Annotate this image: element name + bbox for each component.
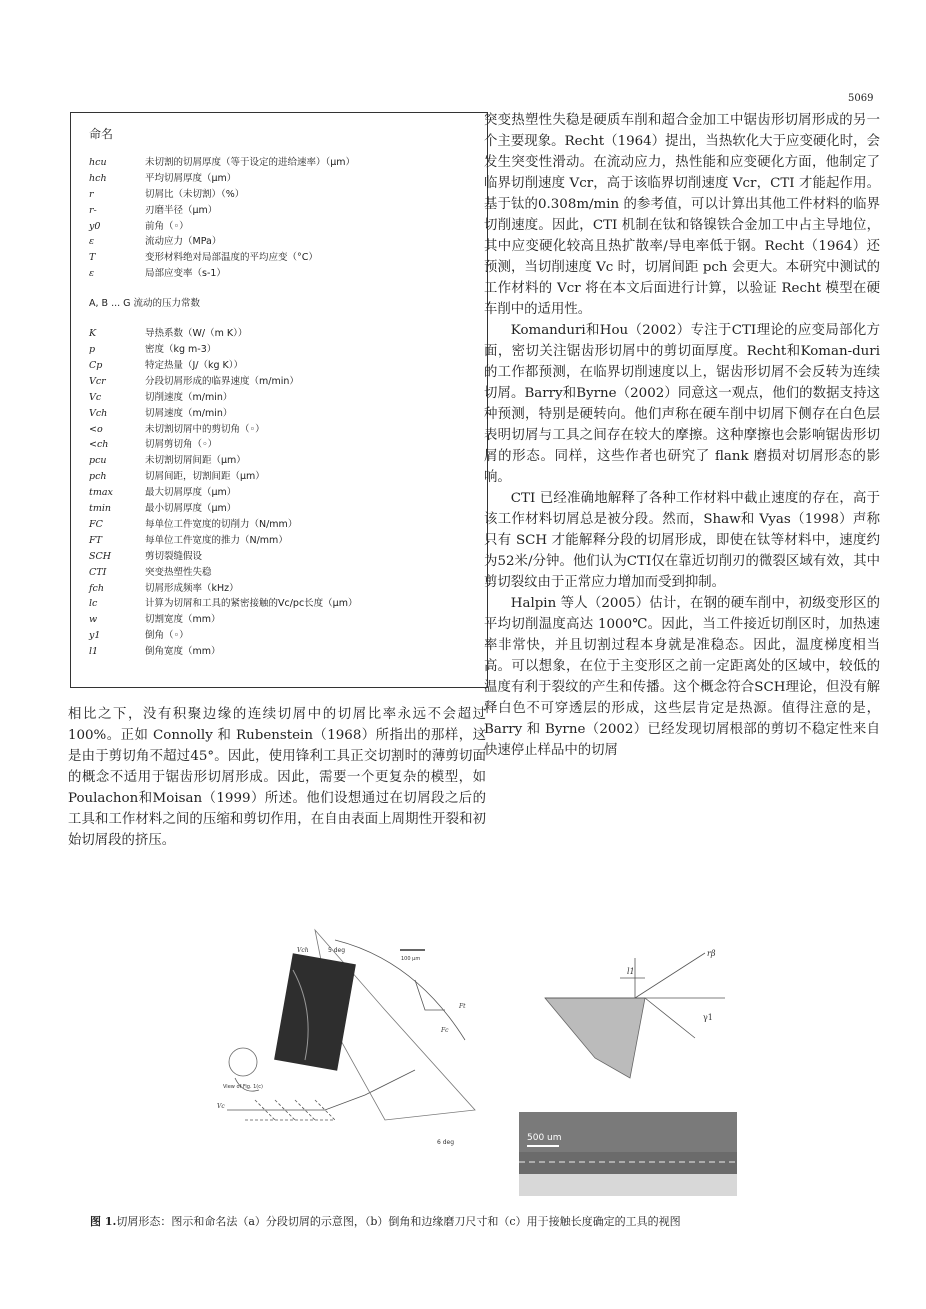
nomenclature-symbol: T <box>89 252 96 264</box>
nomenclature-symbol: y0 <box>89 220 101 232</box>
nomenclature-definition: 切削速度（m/min） <box>145 391 233 403</box>
figure-1c-micrograph <box>519 1112 737 1196</box>
nomenclature-definition: 未切割切屑间距（μm） <box>145 455 246 467</box>
nomenclature-symbol: CTI <box>89 566 107 578</box>
nomenclature-row <box>89 549 487 565</box>
nomenclature-title: 命名 <box>89 127 114 141</box>
nomenclature-row <box>89 266 487 282</box>
nomenclature-symbol: p <box>89 343 96 355</box>
nomenclature-symbol: fch <box>89 582 104 594</box>
nomenclature-symbol: Vch <box>89 407 108 419</box>
nomenclature-symbol: tmin <box>89 503 111 515</box>
nomenclature-definition: 每单位工件宽度的切削力（N/mm） <box>145 518 298 530</box>
nomenclature-row <box>89 612 487 628</box>
vc-label: Vc <box>217 1103 225 1110</box>
nomenclature-definition: 每单位工件宽度的推力（N/mm） <box>145 534 288 546</box>
nomenclature-symbol: <o <box>89 423 103 435</box>
nomenclature-box <box>70 112 488 688</box>
nomenclature-symbol: FC <box>89 518 103 530</box>
nomenclature-constants: A, B ... G 流动的压力常数 <box>89 298 201 310</box>
right-paragraph-4: Halpin 等人（2005）估计，在钢的硬车削中，初级变形区的平均切削温度高达 1000℃。因此，当工件接近切削区时，加热速率非常快，并且切割过程本身就是准稳态。因此，温度梯度相当高。可以想象，在位于主变形区之前一定距离处的区域中，较低的温度有利于裂纹的产生和传播。这个概念符合SCH理论，但没有解释白色不可穿透层的形成，这些层肯定是热源。值得注意的是，Barry 和 Byrne（2002）已经发现切屑根部的剪切不稳定性来自快速停止样品中的切屑 <box>484 596 880 758</box>
nomenclature-row <box>89 437 487 453</box>
nomenclature-row <box>89 342 487 358</box>
nomenclature-row <box>89 469 487 485</box>
nomenclature-row <box>89 234 487 250</box>
nomenclature-row <box>89 406 487 422</box>
nomenclature-row <box>89 187 487 203</box>
gamma1-label: γ1 <box>703 1013 713 1022</box>
nomenclature-symbol: l1 <box>89 646 99 658</box>
rbeta-label: rβ <box>707 949 716 958</box>
nomenclature-definition: 局部应变率（s-1） <box>145 268 226 280</box>
nomenclature-definition: 突变热塑性失稳 <box>145 566 212 578</box>
right-column <box>484 110 880 761</box>
nomenclature-definition: 切屑比（未切割）（%） <box>145 188 245 200</box>
nomenclature-row <box>89 596 487 612</box>
left-paragraph-1: 相比之下，没有积聚边缘的连续切屑中的切屑比率永远不会超过 100%。正如 Connolly 和 Rubenstein（1968）所指出的那样，这是由于剪切角不超过45°。因此，使用锋利工具正交切割时的薄剪切面的概念不适用于锯齿形切屑形成。因此，需要一个更复杂的模型，如Poulachon和Moisan（1999）所述。他们设想通过在切屑段之后的工具和工作材料之间的压缩和剪切作用，在自由表面上周期性开裂和初始切屑段的挤压。 <box>68 707 486 848</box>
nomenclature-symbol: tmax <box>89 487 113 499</box>
left-column <box>68 704 486 851</box>
nomenclature-definition: 分段切屑形成的临界速度（m/min） <box>145 375 299 387</box>
nomenclature-definition: 切屑剪切角（◦） <box>145 439 218 451</box>
nomenclature-group-2 <box>89 326 487 660</box>
nomenclature-row <box>89 501 487 517</box>
nomenclature-row <box>89 171 487 187</box>
nomenclature-row <box>89 581 487 597</box>
nomenclature-row <box>89 219 487 235</box>
figure-1a-schematic <box>215 920 500 1150</box>
nomenclature-definition: 切割宽度（mm） <box>145 614 221 626</box>
nomenclature-row <box>89 374 487 390</box>
nomenclature-definition: 最大切屑厚度（μm） <box>145 487 237 499</box>
nomenclature-symbol: FT <box>89 534 102 546</box>
nomenclature-row <box>89 628 487 644</box>
chip-micrograph <box>274 953 356 1070</box>
nomenclature-definition: 平均切屑厚度（μm） <box>145 172 237 184</box>
fc-label: Fc <box>441 1027 449 1034</box>
nomenclature-row <box>89 155 487 171</box>
nomenclature-row <box>89 422 487 438</box>
nomenclature-definition: 流动应力（MPa） <box>145 236 222 248</box>
right-paragraph-3: CTI 已经准确地解释了各种工作材料中截止速度的存在，高于该工作材料切屑总是被分段。然而，Shaw和 Vyas（1998）声称只有 SCH 才能解释分段的切屑形成，即使在钛等材料中，速度约为52米/分钟。他们认为CTI仅在靠近切削刃的微裂区域有效，其中剪切裂纹由于正常应力增加而受到抑制。 <box>484 491 880 590</box>
nomenclature-definition: 密度（kg m-3） <box>145 343 217 355</box>
nomenclature-definition: 未切割切屑中的剪切角（◦） <box>145 423 265 435</box>
l1-label: l1 <box>627 967 635 976</box>
nomenclature-definition: 倒角宽度（mm） <box>145 646 221 658</box>
nomenclature-row <box>89 203 487 219</box>
nomenclature-symbol: pch <box>89 471 107 483</box>
nomenclature-definition: 切屑形成频率（kHz） <box>145 582 239 594</box>
nomenclature-definition: 计算为切屑和工具的紧密接触的Vc/pc长度（μm） <box>145 598 358 610</box>
page-number: 5069 <box>848 93 874 104</box>
nomenclature-row <box>89 250 487 266</box>
nomenclature-symbol: Cp <box>89 359 103 371</box>
figure-1b-chamfer <box>535 938 735 1098</box>
nomenclature-definition: 最小切屑厚度（μm） <box>145 503 237 515</box>
nomenclature-row <box>89 390 487 406</box>
nomenclature-definition: 切屑速度（m/min） <box>145 407 233 419</box>
nomenclature-symbol: y1 <box>89 630 101 642</box>
nomenclature-definition: 剪切裂缝假设 <box>145 550 203 562</box>
nomenclature-definition: 前角（◦） <box>145 220 189 232</box>
nomenclature-row <box>89 517 487 533</box>
nomenclature-definition: 变形材料绝对局部温度的平均应变（°C） <box>145 252 318 264</box>
nomenclature-row <box>89 453 487 469</box>
caption-label: 图 1. <box>90 1215 117 1228</box>
view-label: View of Fig. 1(c) <box>223 1084 263 1090</box>
caption-text: 切屑形态：图示和命名法（a）分段切屑的示意图，（b）倒角和边缘磨刀尺寸和（c）用于接触长度确定的工具的视图 <box>116 1215 681 1228</box>
nomenclature-symbol: ε <box>89 236 95 248</box>
angle-6deg-label: 6 deg <box>437 1139 455 1146</box>
angle-5deg-label: 5 deg <box>328 947 346 954</box>
nomenclature-definition: 特定热量（J/（kg K）） <box>145 359 244 371</box>
nomenclature-symbol: pcu <box>89 455 107 467</box>
nomenclature-symbol: <ch <box>89 439 109 451</box>
nomenclature-definition: 刃磨半径（μm） <box>145 204 218 216</box>
nomenclature-row <box>89 485 487 501</box>
nomenclature-symbol: lc <box>89 598 98 610</box>
nomenclature-group-1 <box>89 155 487 282</box>
figure-caption <box>90 1213 681 1229</box>
nomenclature-symbol: r- <box>89 204 97 216</box>
nomenclature-definition: 导热系数（W/（m K）） <box>145 328 248 340</box>
right-paragraph-2: Komanduri和Hou（2002）专注于CTI理论的应变局部化方面，密切关注锯齿形切屑中的剪切面厚度。Recht和Koman-duri的工作都预测，在临界切削速度以上，锯齿形切屑不会反转为连续切屑。Barry和Byrne（2002）同意这一观点，他们的数据支持这种预测，特别是硬转向。他们声称在硬车削中切屑下侧存在白色层表明切屑与工具之间存在较大的摩擦。这种摩擦也会影响锯齿形切屑的形态。同样，这些作者也研究了 flank 磨损对切屑形态的影响。 <box>484 323 880 485</box>
nomenclature-symbol: Vcr <box>89 375 106 387</box>
nomenclature-symbol: ε <box>89 268 95 280</box>
nomenclature-symbol: r <box>89 188 94 200</box>
nomenclature-definition: 未切割的切屑厚度（等于设定的进给速率）（μm） <box>145 156 356 168</box>
nomenclature-row <box>89 326 487 342</box>
nomenclature-symbol: SCH <box>89 550 112 562</box>
scale-c-label: 500 um <box>527 1133 562 1143</box>
vch-label: Vch <box>297 947 309 954</box>
nomenclature-row <box>89 533 487 549</box>
nomenclature-row <box>89 565 487 581</box>
nomenclature-definition: 切屑间距，切割间距（μm） <box>145 471 265 483</box>
nomenclature-symbol: w <box>89 614 98 626</box>
ft-label: Ft <box>459 1003 466 1010</box>
nomenclature-definition: 倒角（◦） <box>145 630 189 642</box>
scale-label: 100 µm <box>401 956 421 962</box>
nomenclature-symbol: K <box>89 328 97 340</box>
nomenclature-symbol: hcu <box>89 156 107 168</box>
right-paragraph-1: 突变热塑性失稳是硬质车削和超合金加工中锯齿形切屑形成的另一个主要现象。Recht（1964）提出，当热软化大于应变硬化时，会发生突变性滑动。在流动应力，热性能和应变硬化方面，他制定了临界切削速度 Vcr，高于该临界切削速度 Vcr，CTI 才能起作用。基于钛的0.308m/min 的参考值，可以计算出其他工件材料的临界切削速度。因此，CTI 机制在钛和铬镍铁合金加工中占主导地位，其中应变硬化较高且热扩散率/导电率低于钢。Recht（1964）还预测，当切削速度 Vc 时，切屑间距 pch 会更大。本研究中测试的工作材料的 Vcr 将在本文后面进行计算，以验证 Recht 模型在硬车削中的适用性。 <box>484 113 880 317</box>
nomenclature-symbol: Vc <box>89 391 102 403</box>
nomenclature-symbol: hch <box>89 172 107 184</box>
nomenclature-row <box>89 644 487 660</box>
nomenclature-row <box>89 358 487 374</box>
